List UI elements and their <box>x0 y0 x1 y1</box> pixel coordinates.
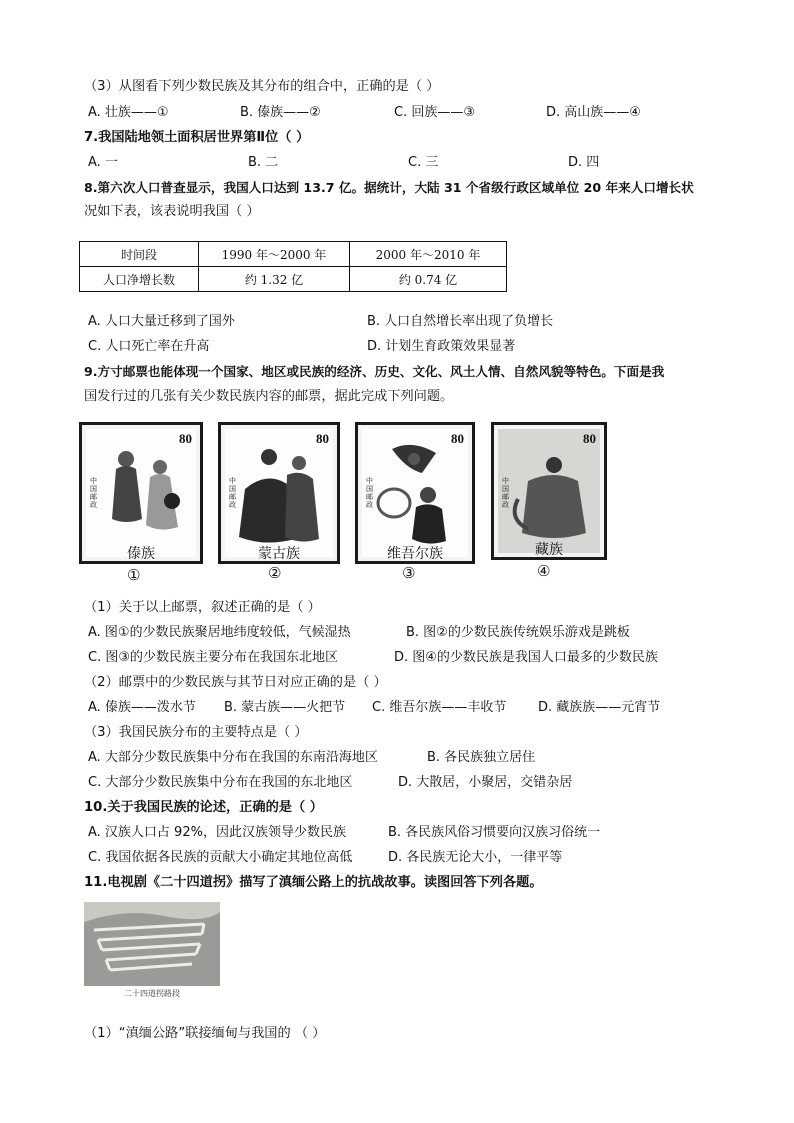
q11-1-stem: （1）“滇缅公路”联接缅甸与我国的 （ ） <box>84 1026 326 1041</box>
stamp-number-3: ③ <box>402 564 416 582</box>
q9-3-option-a: A. 大部分少数民族集中分布在我国的东南沿海地区 <box>88 750 378 765</box>
q9-3-option-c: C. 大部分少数民族集中分布在我国的东北地区 <box>88 775 353 790</box>
uyghur-dancers-illustration <box>362 429 468 557</box>
dai-dancers-illustration <box>86 429 196 557</box>
stamp-tibetan-value: 80 <box>583 431 596 446</box>
mongol-dancers-illustration <box>225 429 333 557</box>
stamp-number-4: ④ <box>537 562 551 580</box>
twenty-four-bends-photo <box>84 902 220 1001</box>
stamp-number-2: ② <box>268 564 282 582</box>
stamp-tibetan-name: 藏族 <box>535 542 563 558</box>
q10-option-a: A. 汉族人口占 92%，因此汉族领导少数民族 <box>88 825 346 840</box>
q8-stem-line2: 况如下表，该表说明我国（ ） <box>84 204 260 219</box>
q10-option-b: B. 各民族风俗习惯要向汉族习俗统一 <box>388 825 601 840</box>
stamp-dai-name: 傣族 <box>127 546 155 562</box>
q6-3-option-a: A. 壮族——① <box>88 105 169 120</box>
stamp-dai <box>79 422 203 564</box>
stamp-mongol-name: 蒙古族 <box>258 546 300 562</box>
q8-option-b: B. 人口自然增长率出现了负增长 <box>367 314 554 329</box>
population-table <box>79 241 507 292</box>
table-cell-1990-2000: 约 1.32 亿 <box>199 267 350 292</box>
q11-stem: 11.电视剧《二十四道拐》描写了滇缅公路上的抗战故事。读图回答下列各题。 <box>84 875 543 890</box>
photo-caption: 二十四道拐路段 <box>84 986 220 1001</box>
q6-3-option-c: C. 回族——③ <box>394 105 475 120</box>
q8-option-a: A. 人口大量迁移到了国外 <box>88 314 235 329</box>
q9-2-stem: （2）邮票中的少数民族与其节日对应正确的是（ ） <box>84 675 387 690</box>
q9-stem-line2: 国发行过的几张有关少数民族内容的邮票，据此完成下列问题。 <box>84 389 454 404</box>
table-header-period: 时间段 <box>80 242 199 267</box>
stamp-uyghur <box>355 422 475 564</box>
q10-stem: 10.关于我国民族的论述，正确的是（ ） <box>84 800 323 815</box>
table-header-1990-2000: 1990 年～2000 年 <box>199 242 350 267</box>
stamp-uyghur-name: 维吾尔族 <box>387 546 443 562</box>
q8-option-c: C. 人口死亡率在升高 <box>88 339 210 354</box>
stamp-uyghur-post: 中国邮政 <box>366 477 373 509</box>
q7-option-d: D. 四 <box>568 155 600 170</box>
q7-stem: 7.我国陆地领土面积居世界第Ⅱ位（ ） <box>84 130 310 145</box>
stamp-uyghur-value: 80 <box>451 431 464 446</box>
q9-3-stem: （3）我国民族分布的主要特点是（ ） <box>84 725 308 740</box>
stamp-mongol-value: 80 <box>316 431 329 446</box>
q8-option-d: D. 计划生育政策效果显著 <box>367 339 516 354</box>
q7-option-a: A. 一 <box>88 155 118 170</box>
stamp-mongol-post: 中国邮政 <box>229 477 236 509</box>
q6-3-stem: （3）从图看下列少数民族及其分布的组合中，正确的是（ ） <box>84 79 440 94</box>
q9-1-option-c: C. 图③的少数民族主要分布在我国东北地区 <box>88 650 338 665</box>
stamp-dai-post: 中国邮政 <box>90 477 97 509</box>
q9-stem-line1: 9.方寸邮票也能体现一个国家、地区或民族的经济、历史、文化、风土人情、自然风貌等特色。下面是我 <box>84 364 665 379</box>
table-header-2000-2010: 2000 年～2010 年 <box>350 242 507 267</box>
stamp-tibetan <box>491 422 607 560</box>
q9-3-option-d: D. 大散居，小聚居，交错杂居 <box>398 775 573 790</box>
q9-2-option-b: B. 蒙古族——火把节 <box>224 700 346 715</box>
q9-2-option-c: C. 维吾尔族——丰收节 <box>372 700 507 715</box>
table-header-row <box>80 242 507 267</box>
stamp-dai-value: 80 <box>179 431 192 446</box>
q9-1-option-b: B. 图②的少数民族传统娱乐游戏是跳板 <box>406 625 630 640</box>
q6-3-option-d: D. 高山族——④ <box>546 105 641 120</box>
table-cell-label: 人口净增长数 <box>80 267 199 292</box>
q9-1-stem: （1）关于以上邮票，叙述正确的是（ ） <box>84 600 321 615</box>
q9-2-option-d: D. 藏族族——元宵节 <box>538 700 661 715</box>
q9-3-option-b: B. 各民族独立居住 <box>427 750 536 765</box>
table-row <box>80 267 507 292</box>
q8-stem-line1: 8.第六次人口普查显示，我国人口达到 13.7 亿。据统计，大陆 31 个省级行政区域单位 20 年来人口增长状 <box>84 180 694 195</box>
q9-1-option-a: A. 图①的少数民族聚居地纬度较低，气候湿热 <box>88 625 351 640</box>
q10-option-d: D. 各民族无论大小，一律平等 <box>388 850 563 865</box>
q9-2-option-a: A. 傣族——泼水节 <box>88 700 196 715</box>
tibetan-dancer-illustration <box>498 429 600 553</box>
table-cell-2000-2010: 约 0.74 亿 <box>350 267 507 292</box>
mountain-road-image <box>84 902 220 986</box>
q9-1-option-d: D. 图④的少数民族是我国人口最多的少数民族 <box>394 650 658 665</box>
stamp-mongol <box>218 422 340 564</box>
q6-3-option-b: B. 傣族——② <box>240 105 321 120</box>
q7-option-b: B. 二 <box>248 155 279 170</box>
q7-option-c: C. 三 <box>408 155 439 170</box>
stamp-tibetan-post: 中国邮政 <box>502 477 509 509</box>
stamp-number-1: ① <box>127 566 141 584</box>
q10-option-c: C. 我国依据各民族的贡献大小确定其地位高低 <box>88 850 353 865</box>
